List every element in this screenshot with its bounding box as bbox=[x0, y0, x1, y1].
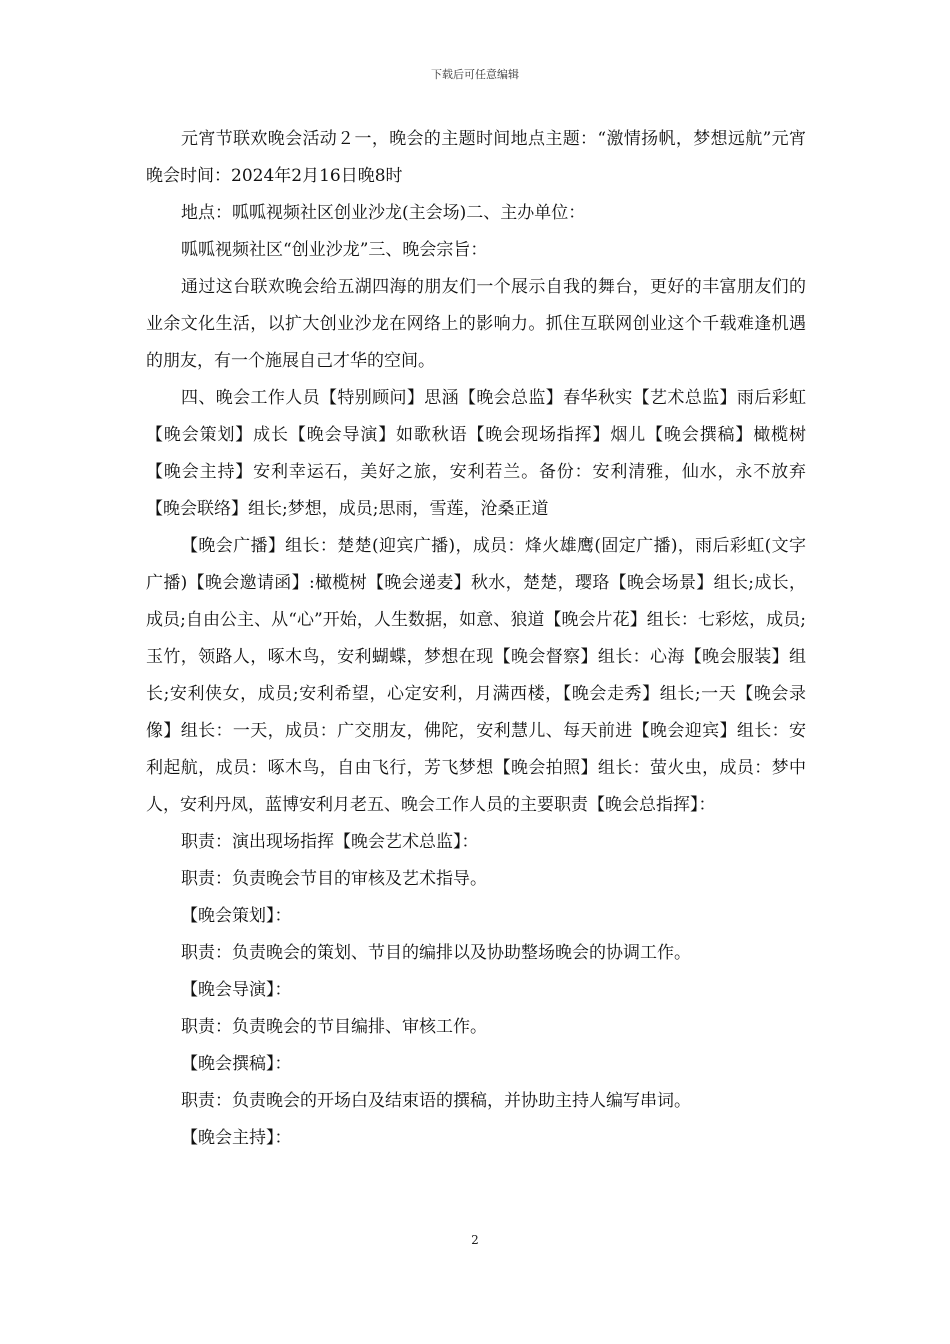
paragraph: 职责：演出现场指挥【晚会艺术总监】： bbox=[181, 832, 479, 852]
paragraph: 呱呱视频社区“创业沙龙”三、晚会宗旨： bbox=[181, 240, 488, 260]
paragraph: 职责：负责晚会的开场白及结束语的撰稿，并协助主持人编写串词。 bbox=[181, 1091, 691, 1111]
paragraph: 【晚会主持】： bbox=[181, 1128, 292, 1148]
document-body bbox=[146, 121, 806, 1157]
paragraph: 职责：负责晚会节目的审核及艺术指导。 bbox=[181, 869, 487, 889]
paragraph: 【晚会导演】： bbox=[181, 980, 292, 1000]
paragraph: 【晚会广播】组长：楚楚(迎宾广播)，成员：烽火雄鹰(固定广播)，雨后彩虹(文字广播)【晚会邀请函】:橄榄树【晚会递麦】秋水，楚楚，璎珞【晚会场景】组长;成长，成员;自由公主、从“心”开始，人生数据，如意、狼道【晚会片花】组长：七彩炫，成员;玉竹，领路人，啄木鸟，安利蝴蝶，梦想在现【晚会督察】组长：心海【晚会服装】组长;安利侠女，成员;安利希望，心定安利，月满西楼，【晚会走秀】组长;一天【晚会录像】组长：一天，成员：广交朋友，佛陀，安利慧儿、每天前进【晚会迎宾】组长：安利起航，成员：啄木鸟，自由飞行，芳飞梦想【晚会拍照】组长：萤火虫，成员：梦中人，安利丹凤，蓝博安利月老五、晚会工作人员的主要职责【晚会总指挥】： bbox=[146, 536, 806, 815]
paragraph: 【晚会撰稿】： bbox=[181, 1054, 292, 1074]
paragraph: 地点：呱呱视频社区创业沙龙(主会场)二、主办单位： bbox=[181, 203, 586, 223]
paragraph: 职责：负责晚会的策划、节目的编排以及协助整场晚会的协调工作。 bbox=[181, 943, 691, 963]
paragraph: 职责：负责晚会的节目编排、审核工作。 bbox=[181, 1017, 487, 1037]
paragraph: 四、晚会工作人员【特别顾问】思涵【晚会总监】春华秋实【艺术总监】雨后彩虹【晚会策划】成长【晚会导演】如歌秋语【晚会现场指挥】烟儿【晚会撰稿】橄榄树【晚会主持】安利幸运石，美好之旅，安利若兰。备份：安利清雅，仙水，永不放弃【晚会联络】组长;梦想，成员;思雨，雪莲，沧桑正道 bbox=[146, 388, 806, 519]
paragraph: 【晚会策划】： bbox=[181, 906, 292, 926]
paragraph: 元宵节联欢晚会活动２一，晚会的主题时间地点主题：“激情扬帆，梦想远航”元宵晚会时间：2024年2月16日晚8时 bbox=[146, 129, 806, 186]
page-header: 下载后可任意编辑 bbox=[431, 68, 519, 81]
page-number: 2 bbox=[471, 1233, 479, 1247]
paragraph: 通过这台联欢晚会给五湖四海的朋友们一个展示自我的舞台，更好的丰富朋友们的业余文化生活，以扩大创业沙龙在网络上的影响力。抓住互联网创业这个千载难逢机遇的朋友，有一个施展自己才华的空间。 bbox=[146, 277, 806, 371]
